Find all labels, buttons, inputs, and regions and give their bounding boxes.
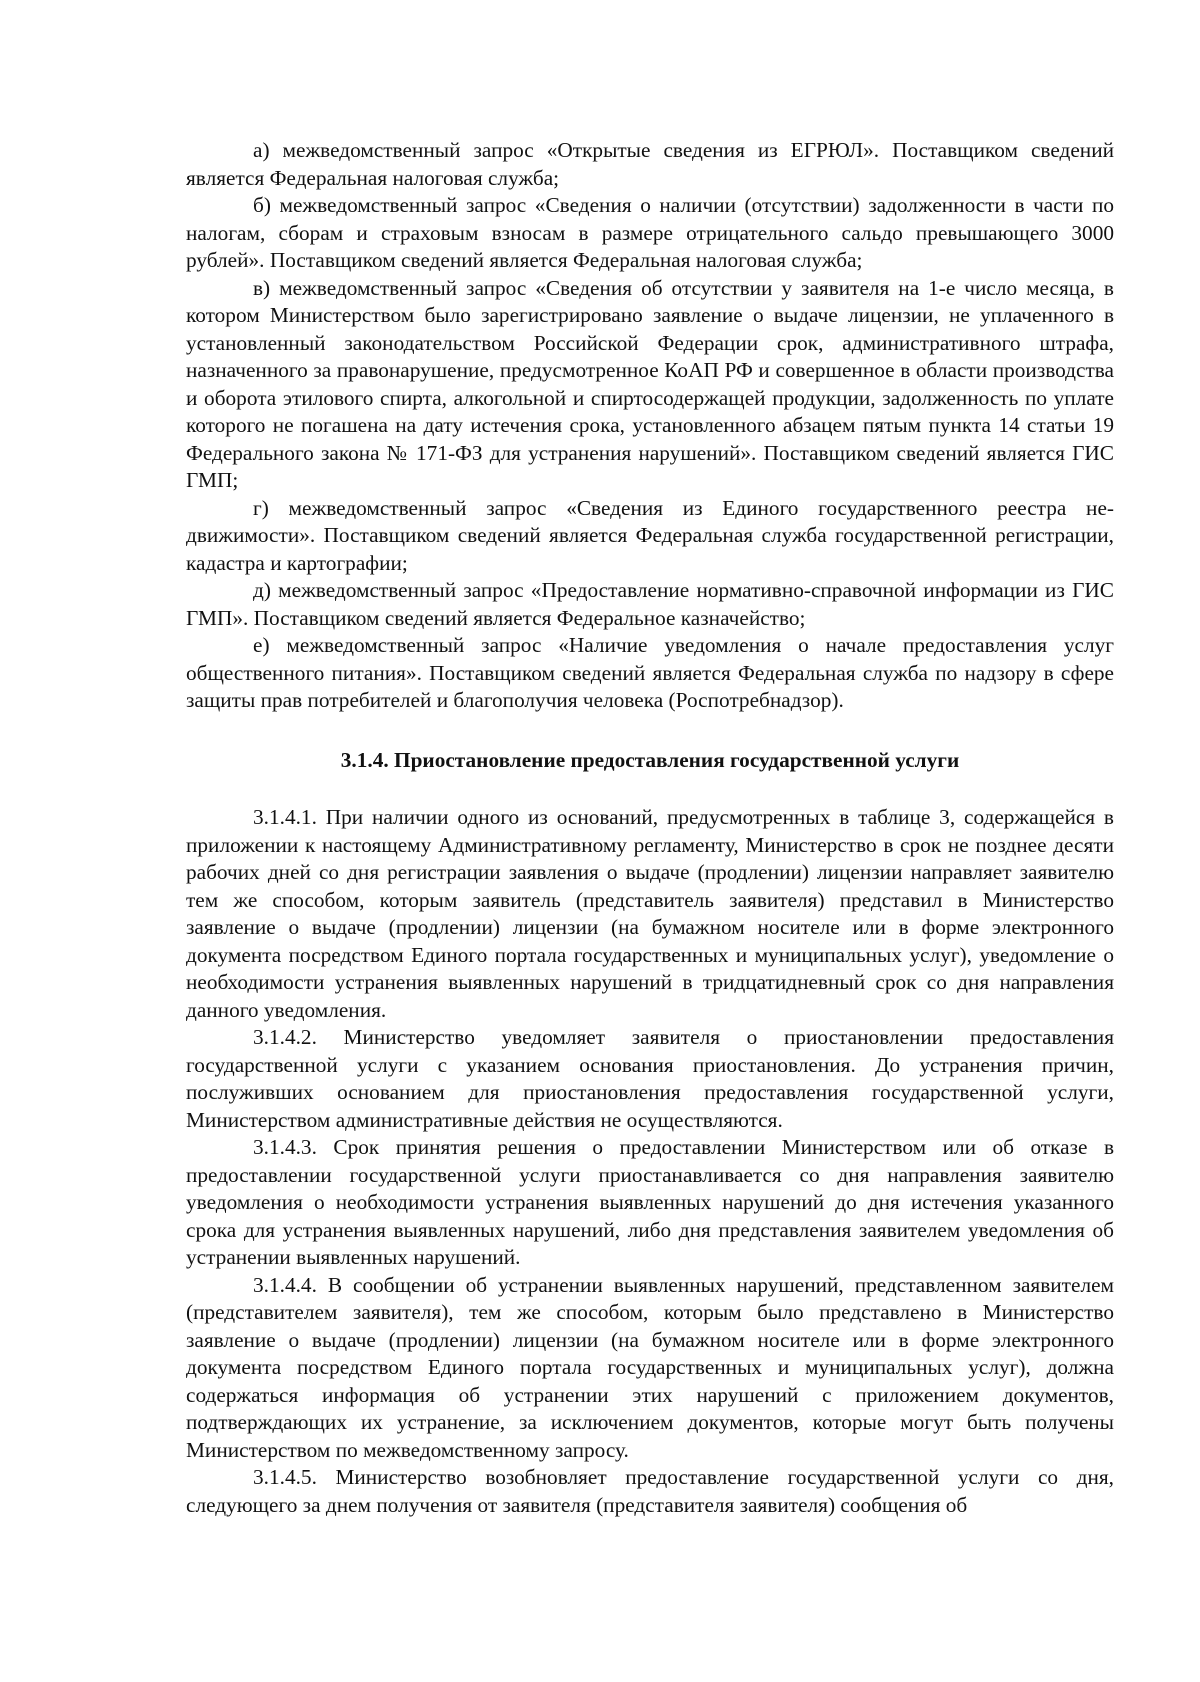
paragraph-3-1-4-5: 3.1.4.5. Министерство возобновляет предоставление государственной услуги со дня, следующего за днем получения от заявителя (представителя заявителя) сообщения об: [186, 1465, 1114, 1517]
paragraph-d: д) межведомственный запрос «Предоставление нормативно-справочной информации из ГИС ГМП». Поставщиком сведений является Федеральное казначейство;: [186, 578, 1114, 630]
paragraph-e: е) межведомственный запрос «Наличие уведомления о начале предоставления услуг общественного питания». Поставщиком сведений является Федеральная служба по надзору в сфере защиты прав потребителей и благополучия человека (Роспотребнадзор).: [186, 633, 1114, 712]
paragraph-3-1-4-1: 3.1.4.1. При наличии одного из оснований, предусмотренных в таблице 3, содержащейся в приложении к настоящему Административному регламенту, Министерство в срок не позднее десяти рабочих дней со дня регистрации заявления о выдаче (продлении) лицензии направляет заявителю тем же способом, которым заявитель (представитель заявителя) представил в Министерство заявление о выдаче (продлении) лицензии (на бумажном носителе или в форме электронного документа посредством Единого портала государственных и муниципальных услуг), уведомление о необходимости устранения выявленных нарушений в тридцатидневный срок со дня направления данного уведомления.: [186, 805, 1114, 1022]
paragraph-g: г) межведомственный запрос «Сведения из Единого государственного реестра недвижимости». Поставщиком сведений является Федеральная служба государственной регистрации, кадастра и картографии;: [186, 495, 1114, 575]
paragraph-3-1-4-2: 3.1.4.2. Министерство уведомляет заявителя о приостановлении предоставления государственной услуги с указанием основания приостановления. До устранения причин, послуживших основанием для приостановления предоставления государственной услуги, Министерством административные действия не осуществляются.: [186, 1025, 1114, 1132]
paragraph-3-1-4-3: 3.1.4.3. Срок принятия решения о предоставлении Министерством или об отказе в предоставлении государственной услуги приостанавливается со дня направления заявителю уведомления о необходимости устранения выявленных нарушений до дня истечения указанного срока для устранения выявленных нарушений, либо дня представления заявителем уведомления об устранении выявленных нарушений.: [186, 1135, 1114, 1269]
paragraph-3-1-4-4: 3.1.4.4. В сообщении об устранении выявленных нарушений, представленном заявителем (представителем заявителя), тем же способом, которым было представлено в Министерство заявление о выдаче (продлении) лицензии (на бумажном носителе или в форме электронного документа посредством Единого портала государственных и муниципальных услуг), должна содержаться информация об устранении этих нарушений с приложением документов, подтверждающих их устранение, за исключением документов, которые могут быть получены Министерством по межведомственному запросу.: [186, 1272, 1114, 1462]
paragraph-a: а) межведомственный запрос «Открытые сведения из ЕГРЮЛ». Поставщиком сведений является Федеральная налоговая служба;: [186, 138, 1114, 190]
paragraph-v: в) межведомственный запрос «Сведения об отсутствии у заявителя на 1-е число месяца, в котором Министерством было зарегистрировано заявление о выдаче лицензии, не уплаченного в установленный законодательством Российской Федерации срок, административного штрафа, назначенного за правонарушение, предусмотренное КоАП РФ и совершенное в области производства и оборота этилового спирта, алкогольной и спиртосодержащей продукции, задолженность по уплате которого не погашена на дату истечения срока, установленного абзацем пятым пункта 14 статьи 19 Федерального закона № 171-ФЗ для устранения нарушений». Поставщиком сведений является ГИС ГМП;: [186, 275, 1114, 492]
paragraph-b: б) межведомственный запрос «Сведения о наличии (отсутствии) задолженности в части по налогам, сборам и страховым взносам в размере отрицательного сальдо превышающего 3000 рублей». Поставщиком сведений является Федеральная налоговая служба;: [186, 193, 1114, 272]
section-heading: 3.1.4. Приостановление предоставления государственной услуги: [340, 747, 960, 772]
document-body: [186, 137, 1114, 1519]
